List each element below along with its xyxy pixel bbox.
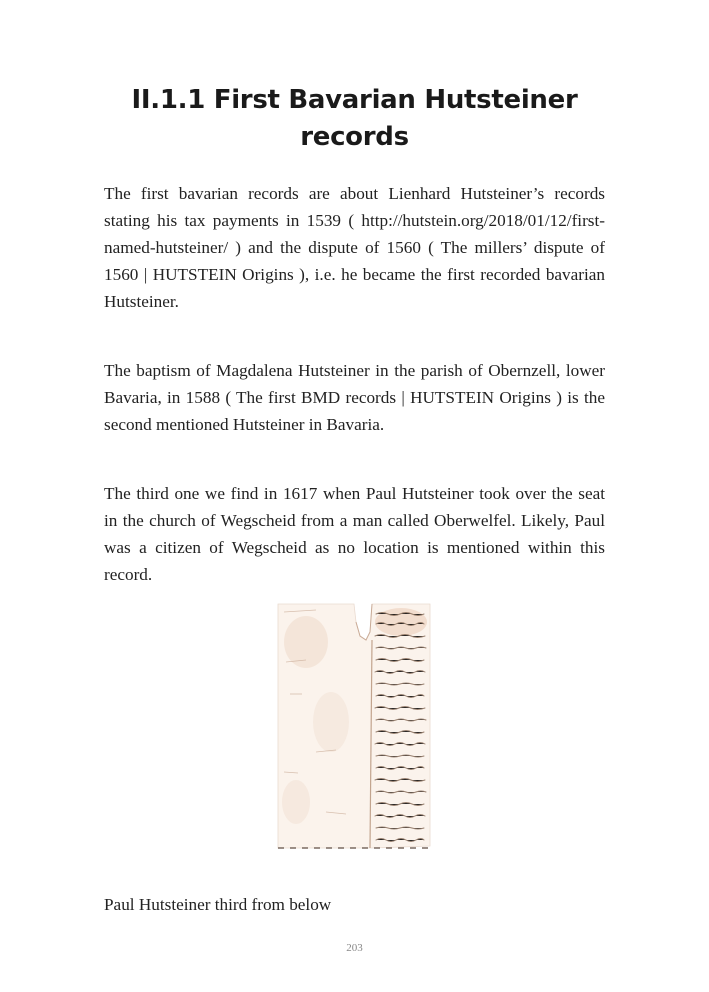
paragraph-1: The first bavarian records are about Lienhard Hutsteiner’s records stating his tax payments in 1539 ( http://hutstein.org/2018/01/12/first-named-hutsteiner/ ) and the dispute of 1560 ( The millers’ dispute of 1560 | HUTSTEIN Origins ), i.e. he became the first recorded bavarian Hutsteiner. [104, 184, 605, 311]
figure-caption: Paul Hutsteiner third from below [104, 895, 332, 914]
section-title: II.1.1 First Bavarian Hutsteiner records [131, 85, 578, 152]
page-number: 203 [346, 942, 363, 954]
scan-stain [282, 780, 310, 824]
historical-record-scan [276, 602, 432, 850]
paragraph-2: The baptism of Magdalena Hutsteiner in the parish of Obernzell, lower Bavaria, in 1588 ( The first BMD records | HUTSTEIN Origins ) is the second mentioned Hutsteiner in Bavaria. [104, 361, 605, 434]
paragraph-3: The third one we find in 1617 when Paul Hutsteiner took over the seat in the church of Wegscheid from a man called Oberwelfel. Likely, Paul was a citizen of Wegscheid as no location is mentioned within this record. [104, 484, 605, 584]
scan-stain [313, 692, 349, 752]
